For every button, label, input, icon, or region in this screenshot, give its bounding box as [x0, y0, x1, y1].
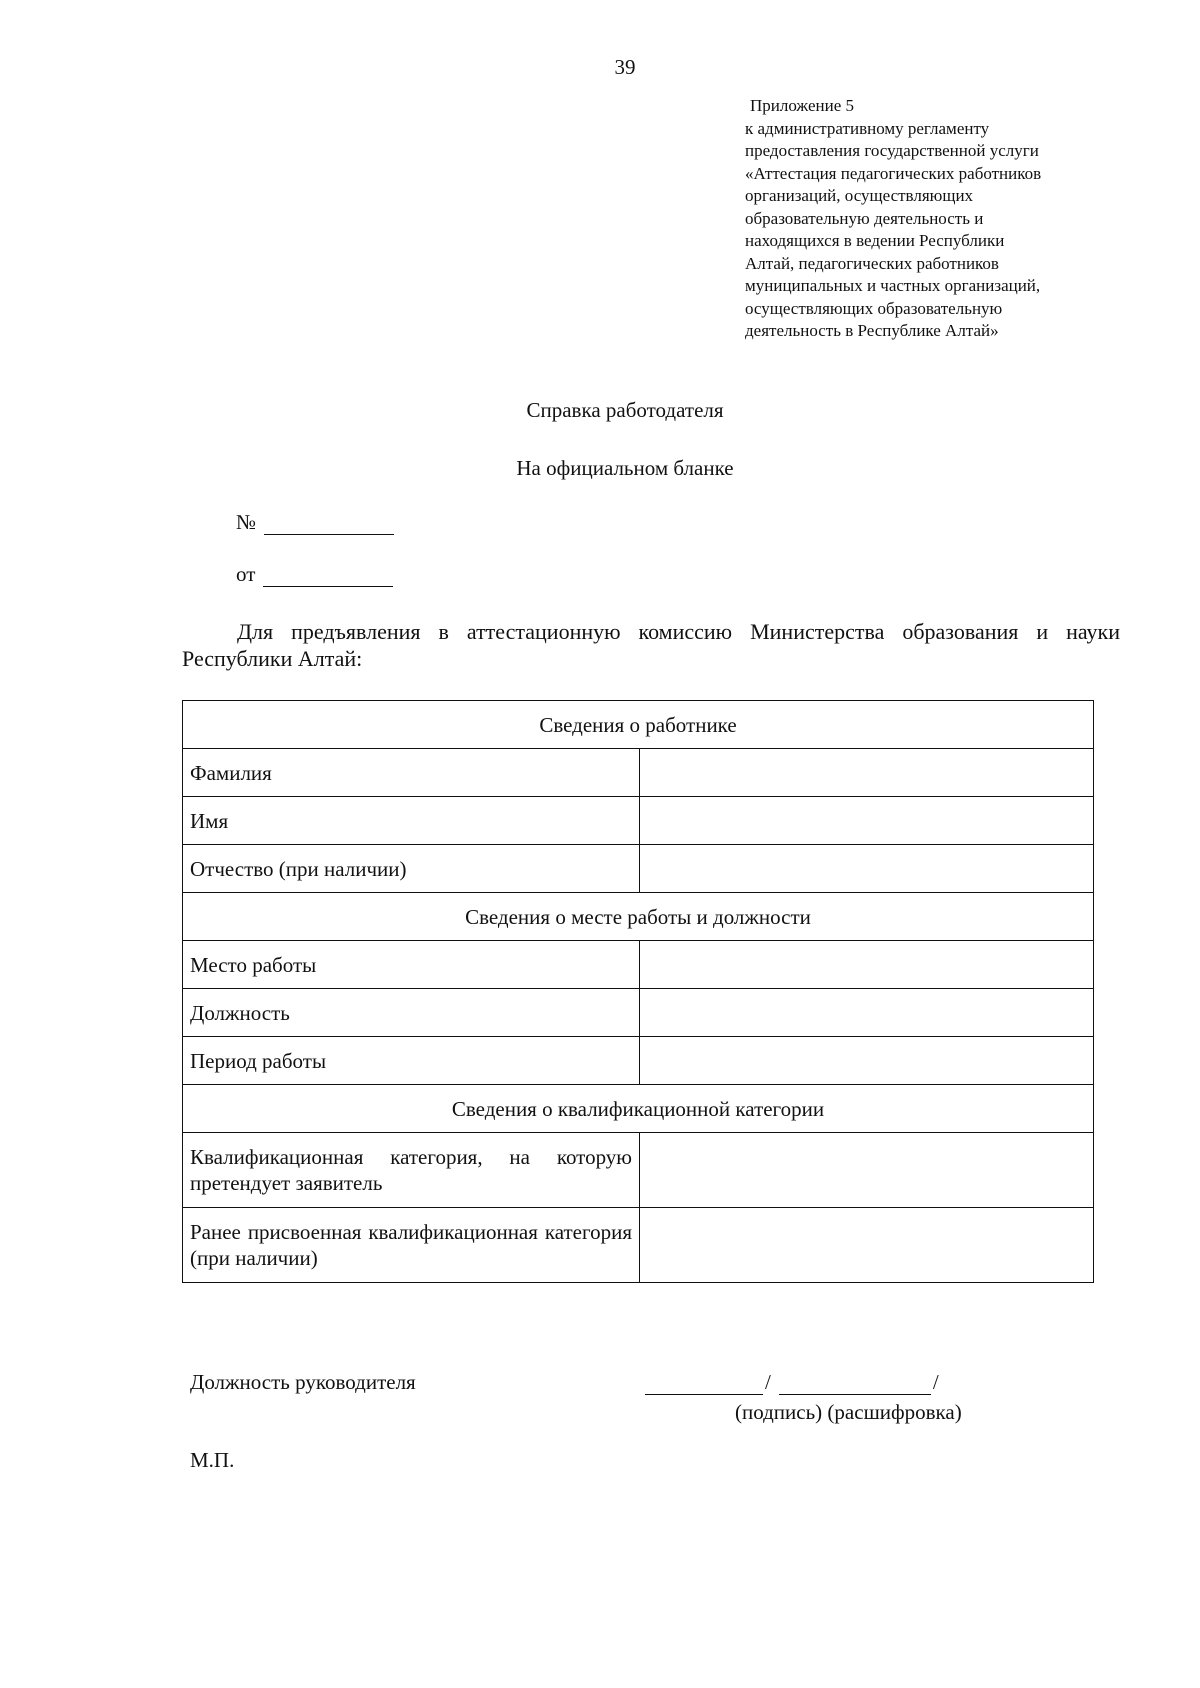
date-field [236, 562, 393, 587]
table-row [183, 893, 1094, 941]
head-position-label: Должность руководителя [190, 1370, 416, 1394]
intro-text: Для предъявления в аттестационную комиссию Министерства образования и науки Республики Алтай: [182, 619, 1120, 671]
employee-info-table [182, 700, 1094, 1283]
workplace-value-cell[interactable] [640, 941, 1094, 989]
appendix-line: «Аттестация педагогических работников [745, 163, 1042, 183]
section-header-category: Сведения о квалификационной категории [183, 1085, 1094, 1133]
surname-label: Фамилия [183, 749, 640, 797]
table-row [183, 1085, 1094, 1133]
appendix-line: организаций, осуществляющих [745, 186, 974, 205]
table-row [183, 701, 1094, 749]
table-row [183, 989, 1094, 1037]
first-name-value-cell[interactable] [640, 797, 1094, 845]
section-header-workplace: Сведения о месте работы и должности [183, 893, 1094, 941]
page-number: 39 [614, 55, 636, 79]
document-subtitle: На официальном бланке [516, 456, 734, 480]
first-name-label: Имя [183, 797, 640, 845]
patronymic-value-cell[interactable] [640, 845, 1094, 893]
intro-paragraph [182, 618, 1120, 672]
work-period-label: Период работы [183, 1037, 640, 1085]
appendix-line: Приложение 5 [750, 96, 854, 115]
table-row [183, 1208, 1094, 1283]
name-decoding-blank[interactable] [779, 1372, 931, 1395]
appendix-line: образовательную деятельность и [745, 208, 984, 228]
stamp-placeholder: М.П. [190, 1448, 235, 1472]
position-label: Должность [183, 989, 640, 1037]
signature-blank[interactable] [645, 1372, 763, 1395]
appendix-line: Алтай, педагогических работников [745, 253, 999, 273]
date-label: от [236, 562, 256, 586]
category-previous-label: Ранее присвоенная квалификационная категория (при наличии) [183, 1208, 640, 1283]
surname-value-cell[interactable] [640, 749, 1094, 797]
number-blank[interactable] [264, 514, 394, 535]
appendix-line: осуществляющих образовательную [745, 298, 1003, 318]
date-blank[interactable] [263, 566, 393, 587]
section-header-worker: Сведения о работнике [183, 701, 1094, 749]
signature-line [645, 1370, 939, 1395]
workplace-label: Место работы [183, 941, 640, 989]
table-row [183, 1037, 1094, 1085]
table-row [183, 797, 1094, 845]
number-label: № [236, 510, 257, 534]
position-value-cell[interactable] [640, 989, 1094, 1037]
work-period-value-cell[interactable] [640, 1037, 1094, 1085]
table-row [183, 1133, 1094, 1208]
slash-separator: / [765, 1370, 771, 1394]
appendix-line: деятельность в Республике Алтай» [745, 321, 999, 340]
table-row [183, 941, 1094, 989]
appendix-header [745, 95, 1165, 343]
number-field [236, 510, 394, 535]
table-row [183, 845, 1094, 893]
appendix-line: муниципальных и частных организаций, [745, 276, 1041, 295]
patronymic-label: Отчество (при наличии) [183, 845, 640, 893]
category-previous-value-cell[interactable] [640, 1208, 1094, 1283]
signature-caption: (подпись) (расшифровка) [735, 1400, 962, 1424]
table-row [183, 749, 1094, 797]
appendix-line: к административному регламенту [745, 118, 990, 138]
appendix-line: предоставления государственной услуги [745, 141, 1039, 160]
slash-separator: / [932, 1370, 939, 1394]
appendix-line: находящихся в ведении Республики [745, 231, 1005, 250]
document-title: Справка работодателя [526, 398, 724, 422]
category-claimed-value-cell[interactable] [640, 1133, 1094, 1208]
category-claimed-label: Квалификационная категория, на которую претендует заявитель [183, 1133, 640, 1208]
